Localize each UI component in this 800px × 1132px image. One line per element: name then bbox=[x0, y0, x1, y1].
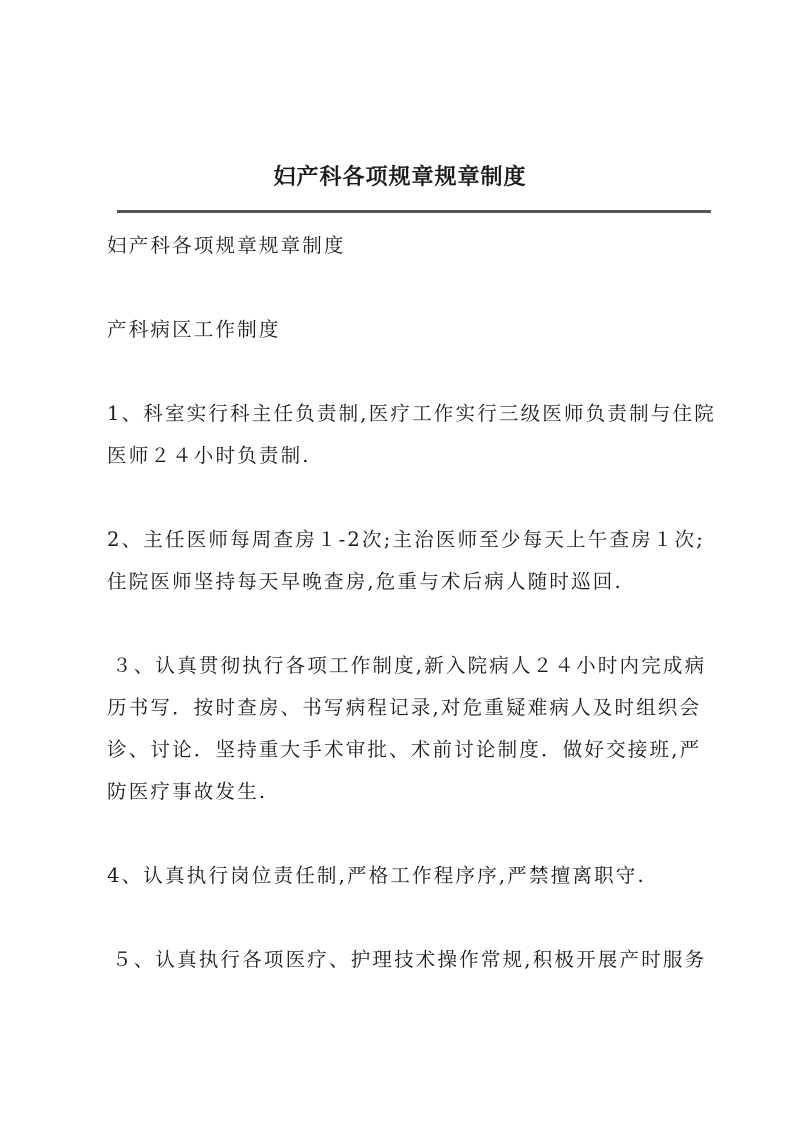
paragraph-line: 4、认真执行岗位责任制,严格工作程序序,严禁擅离职守. bbox=[107, 864, 646, 887]
title-divider bbox=[117, 210, 711, 213]
rule-item-4 bbox=[107, 855, 717, 897]
paragraph-line: ５、认真执行各项医疗、护理技术操作常规,积极开展产时服务 bbox=[112, 948, 707, 971]
document-body bbox=[107, 225, 717, 981]
rule-item-5 bbox=[107, 939, 717, 981]
paragraph-line: 诊、讨论．坚持重大手术审批、术前讨论制度．做好交接班,严 bbox=[107, 738, 702, 761]
rule-item-2 bbox=[107, 519, 717, 603]
document-subtitle: 妇产科各项规章规章制度 bbox=[107, 234, 346, 257]
paragraph-line: 2、主任医师每周查房１-2次;主治医师至少每天上午查房１次; bbox=[107, 528, 706, 551]
rule-item-1 bbox=[107, 393, 717, 477]
section-heading: 产科病区工作制度 bbox=[107, 318, 281, 341]
page-title: 妇产科各项规章规章制度 bbox=[273, 164, 527, 190]
paragraph-line: 历书写．按时查房、书写病程记录,对危重疑难病人及时组织会 bbox=[107, 696, 702, 719]
paragraph-line: 防医疗事故发生. bbox=[107, 780, 268, 803]
paragraph-line: ３、认真贯彻执行各项工作制度,新入院病人２４小时内完成病 bbox=[112, 654, 707, 677]
rule-item-3 bbox=[107, 645, 717, 813]
paragraph-line: 医师２４小时负责制. bbox=[107, 444, 311, 467]
paragraph-line: 住院医师坚持每天早晚查房,危重与术后病人随时巡回. bbox=[107, 570, 623, 593]
paragraph-line: 1、科室实行科主任负责制,医疗工作实行三级医师负责制与住院 bbox=[107, 402, 716, 425]
